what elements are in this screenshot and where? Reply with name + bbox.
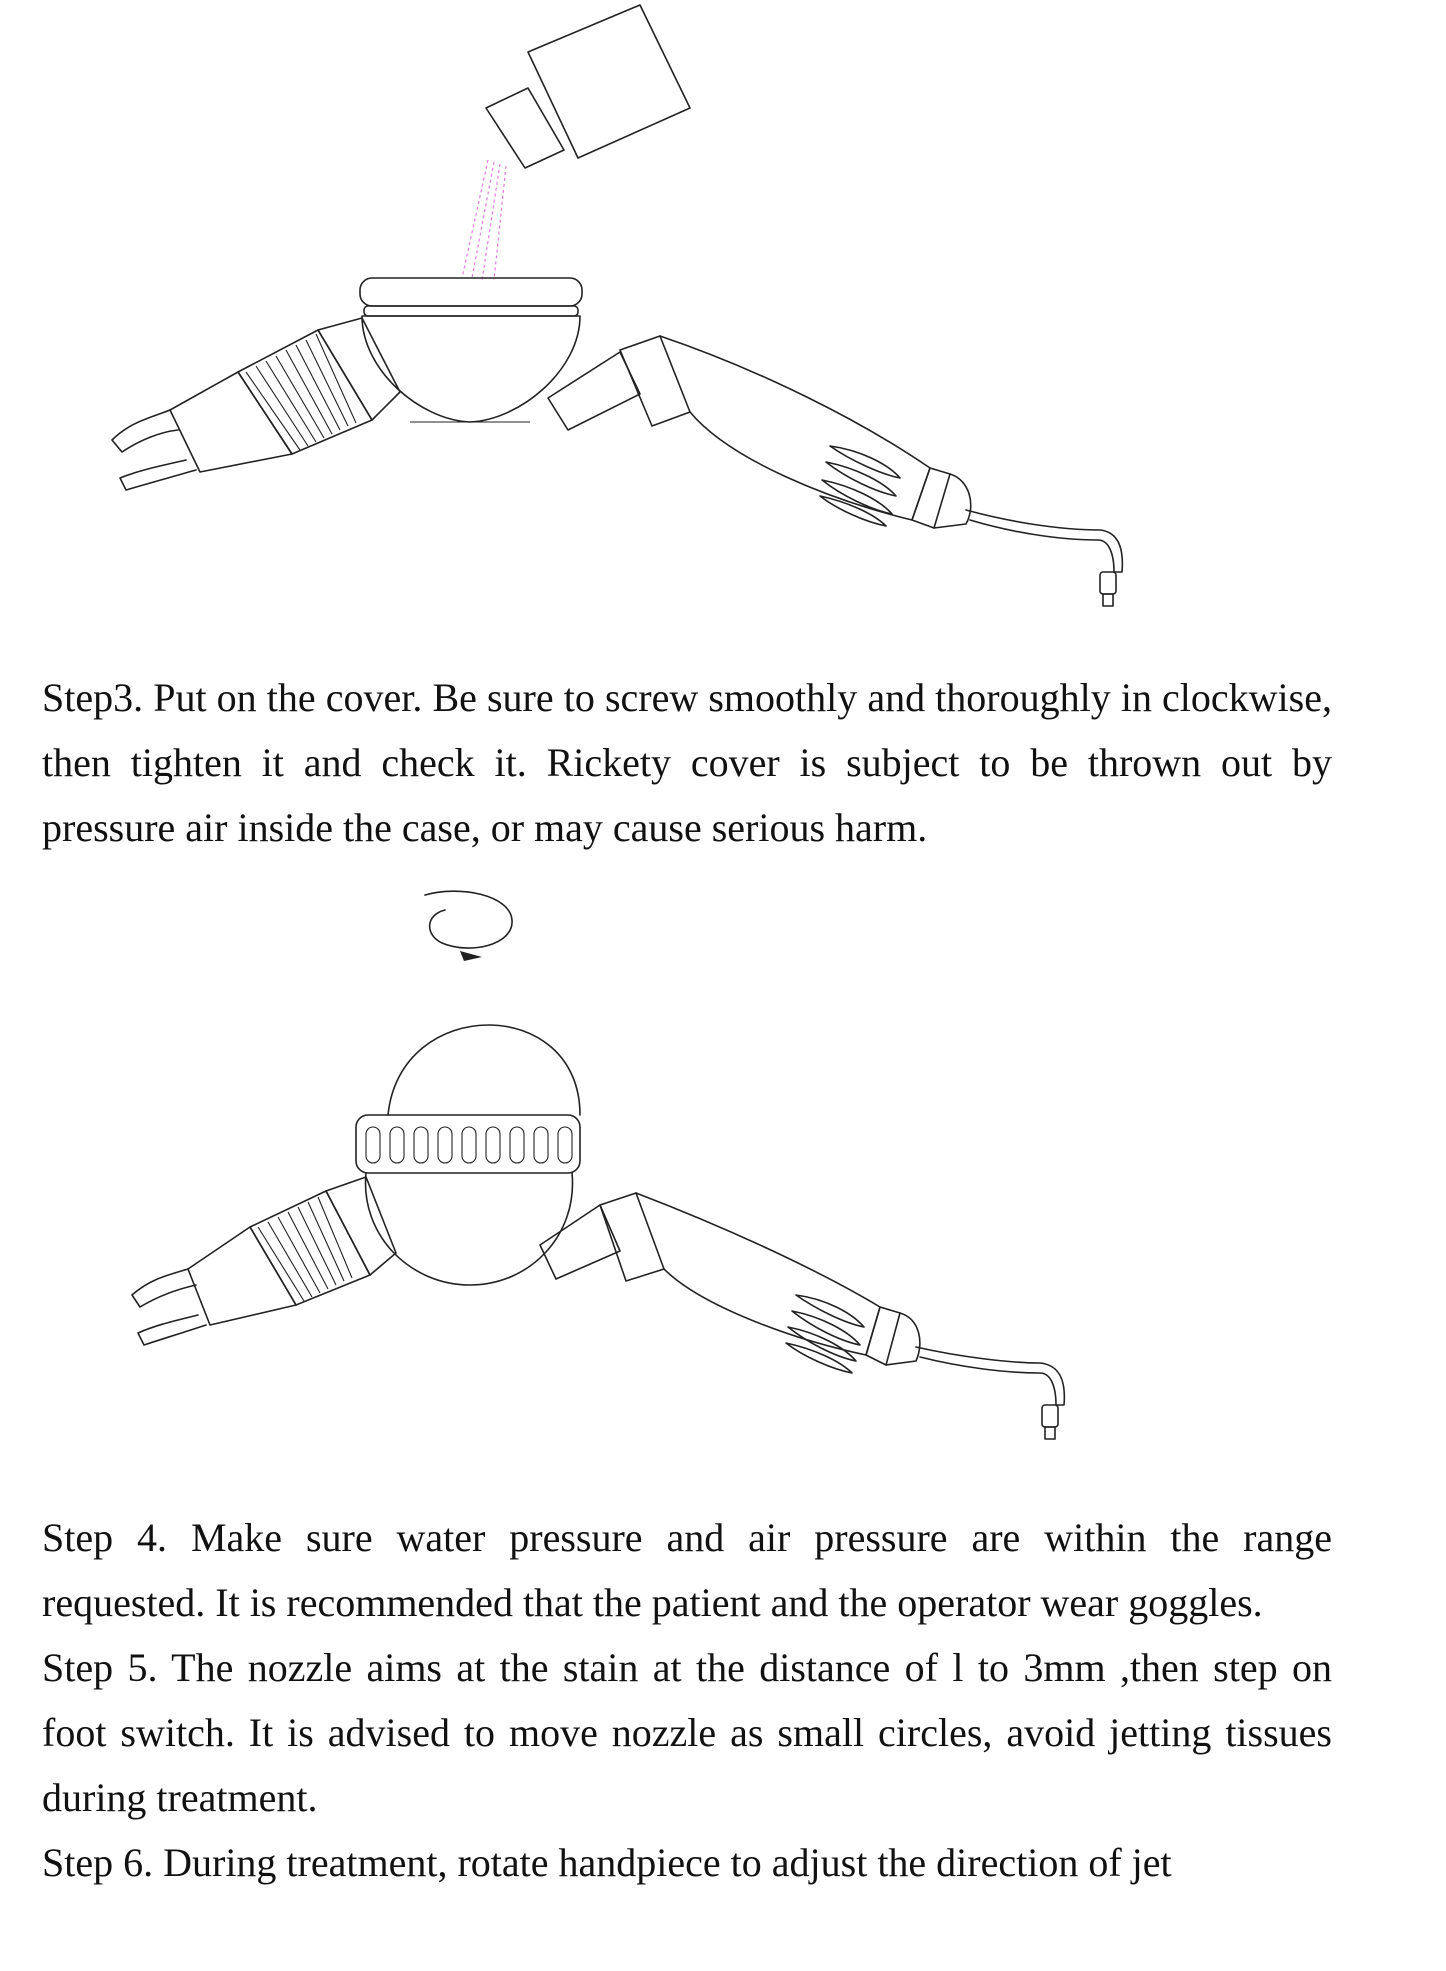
step5-paragraph: Step 5. The nozzle aims at the stain at the distance of l to 3mm ,then step on foot switch. It is advised to move nozzle as small circles, avoid jetting tissues during treatment. <box>42 1645 1332 1820</box>
cover-icon <box>356 1025 580 1173</box>
air-inlet-icon <box>112 318 400 490</box>
handle-icon <box>540 1193 1064 1439</box>
handpiece-cover-illustration <box>0 875 1446 1475</box>
powder-chamber-icon <box>366 1173 573 1285</box>
powder-stream-icon <box>462 160 506 280</box>
step6-paragraph: Step 6. During treatment, rotate handpiece to adjust the direction of jet <box>42 1840 1172 1885</box>
steps-text <box>42 1505 1332 1895</box>
step3-paragraph: Step3. Put on the cover. Be sure to screw smoothly and thoroughly in clockwise, then tighten it and check it. Rickety cover is subject to be thrown out by pressure air inside the case, or may cause serious harm. <box>42 675 1332 850</box>
air-inlet-icon <box>132 1177 396 1345</box>
step4-paragraph: Step 4. Make sure water pressure and air pressure are within the range requested. It is recommended that the patient and the operator wear goggles. <box>42 1515 1332 1625</box>
handpiece-pour-illustration <box>0 0 1446 630</box>
powder-bottle-icon <box>486 5 690 168</box>
handle-icon <box>548 336 1122 606</box>
